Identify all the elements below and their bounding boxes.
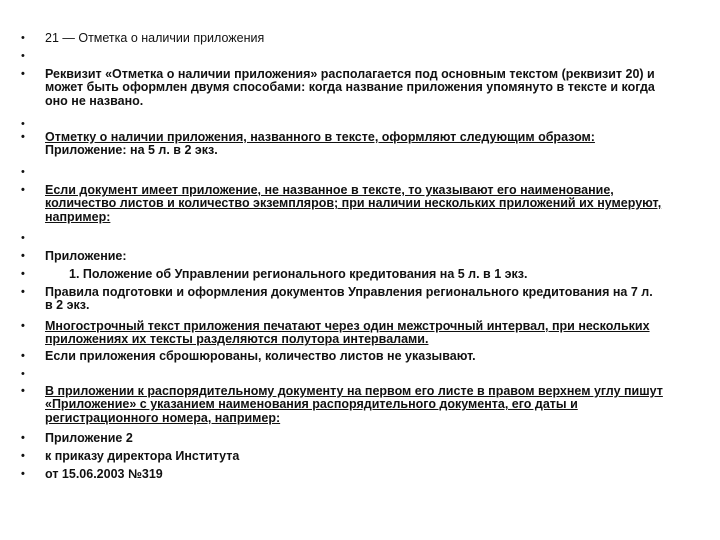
bullet-marker: • (21, 50, 25, 62)
item-line: к приказу директора Института (45, 449, 240, 463)
item-line: количество листов и количество экземпляров; при наличии нескольких приложений их нумеруют, (45, 196, 662, 211)
bullet-marker: • (21, 368, 25, 380)
bullet-marker: • (21, 166, 25, 178)
bullet-marker: • (21, 468, 25, 480)
item-line: Если приложения сброшюрованы, количество листов не указывают. (45, 349, 476, 363)
bullet-marker: • (21, 250, 25, 262)
bullet-marker: • (21, 68, 25, 80)
bullet-marker: • (21, 118, 25, 130)
bullet-marker: • (21, 184, 25, 196)
item-line: например: (45, 209, 111, 224)
item-line: Приложение 2 (45, 431, 133, 445)
item-line: Приложение: на 5 л. в 2 экз. (45, 143, 218, 158)
item-line: Правила подготовки и оформления документов Управления регионального кредитования на 7 л. (45, 285, 653, 299)
item-line: в 2 экз. (45, 298, 90, 313)
item-line: 1. Положение об Управлении регионального кредитования на 5 л. в 1 экз. (69, 267, 528, 281)
item-line: Приложение: (45, 249, 127, 263)
item-line: от 15.06.2003 №319 (45, 467, 163, 481)
item-line: В приложении к распорядительному документу на первом его листе в правом верхнем углу пишут (45, 384, 663, 398)
item-line: Реквизит «Отметка о наличии приложения» располагается под основным текстом (реквизит 20) и (45, 67, 655, 81)
item-line: 21 — Отметка о наличии приложения (45, 31, 265, 45)
item-line: оно не названо. (45, 93, 144, 108)
bullet-marker: • (21, 350, 25, 362)
bullet-marker: • (21, 450, 25, 462)
bullet-marker: • (21, 320, 25, 332)
item-line: регистрационного номера, например: (45, 410, 281, 425)
bullet-marker: • (21, 131, 25, 143)
item-line: «Приложение» с указанием наименования распорядительного документа, его даты и (45, 397, 578, 412)
bullet-marker: • (21, 268, 25, 280)
bullet-marker: • (21, 385, 25, 397)
item-line: Если документ имеет приложение, не названное в тексте, то указывают его наименование, (45, 183, 614, 197)
item-line: приложениях их тексты разделяются полутора интервалами. (45, 332, 429, 347)
item-line: может быть оформлен двумя способами: когда название приложения упомянуто в тексте и когда (45, 80, 655, 95)
item-line: Многострочный текст приложения печатают через один межстрочный интервал, при нескольких (45, 319, 650, 333)
bullet-marker: • (21, 32, 25, 44)
bullet-marker: • (21, 286, 25, 298)
bullet-marker: • (21, 232, 25, 244)
bullet-marker: • (21, 432, 25, 444)
item-line: Отметку о наличии приложения, названного в тексте, оформляют следующим образом: (45, 130, 595, 144)
